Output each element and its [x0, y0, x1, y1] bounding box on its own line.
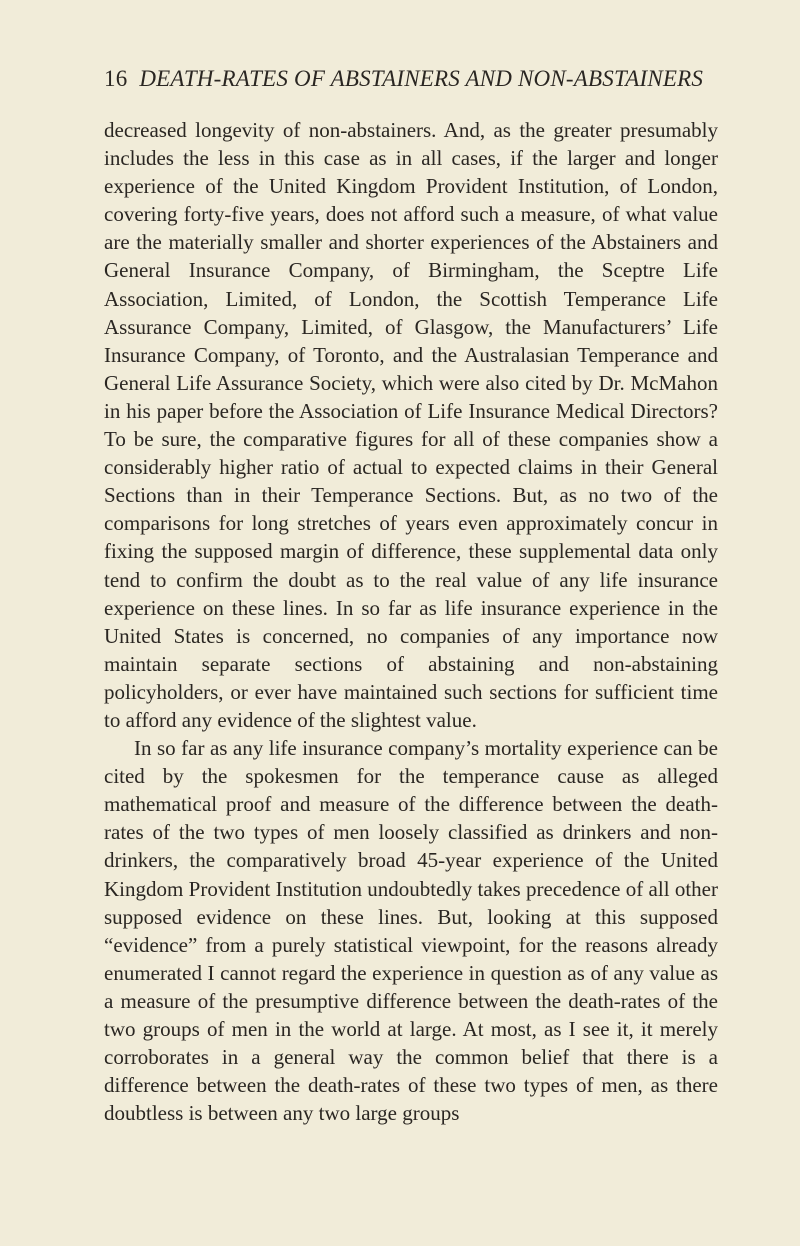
body-text [104, 116, 718, 1127]
running-head [104, 64, 724, 94]
paragraph: In so far as any life insurance company’s mortality experience can be cited by the spokesmen for the temperance cause as alleged mathematical proof and measure of the difference between the death-rates of the two types of men loosely classified as drinkers and non-drinkers, the comparatively broad 45-year experience of the United Kingdom Provident Institution undoubtedly takes precedence of all other supposed evidence on these lines. But, looking at this supposed “evidence” from a purely statistical viewpoint, for the reasons already enumerated I cannot regard the experience in question as of any value as a measure of the presumptive difference between the death-rates of the two groups of men in the world at large. At most, as I see it, it merely corroborates in a general way the common belief that there is a difference between the death-rates of these two types of men, as there doubtless is between any two large groups [104, 736, 718, 1126]
page-number: 16 [104, 66, 128, 91]
running-title: DEATH-RATES OF ABSTAINERS AND NON-ABSTAINERS [139, 66, 704, 91]
paragraph-continued: decreased longevity of non-abstainers. And, as the greater presumably includes the less in this case as in all cases, if the larger and longer experience of the United Kingdom Provident Institution, of London, covering forty-five years, does not afford such a measure, of what value are the materially smaller and shorter experiences of the Abstainers and General Insurance Company, of Birmingham, the Sceptre Life Association, Limited, of London, the Scottish Temperance Life Assurance Company, Limited, of Glasgow, the Manufacturers’ Life Insurance Company, of Toronto, and the Australasian Temperance and General Life Assurance Society, which were also cited by Dr. McMahon in his paper before the Association of Life Insurance Medical Directors? To be sure, the comparative figures for all of these companies show a considerably higher ratio of actual to expected claims in their General Sections than in their Temperance Sections. But, as no two of the comparisons for long stretches of years even approximately concur in fixing the supposed margin of difference, these supplemental data only tend to confirm the doubt as to the real value of any life insurance experience on these lines. In so far as life insurance experience in the United States is concerned, no companies of any importance now maintain separate sections of abstaining and non-abstaining policyholders, or ever have maintained such sections for sufficient time to afford any evidence of the slightest value. [104, 118, 718, 732]
